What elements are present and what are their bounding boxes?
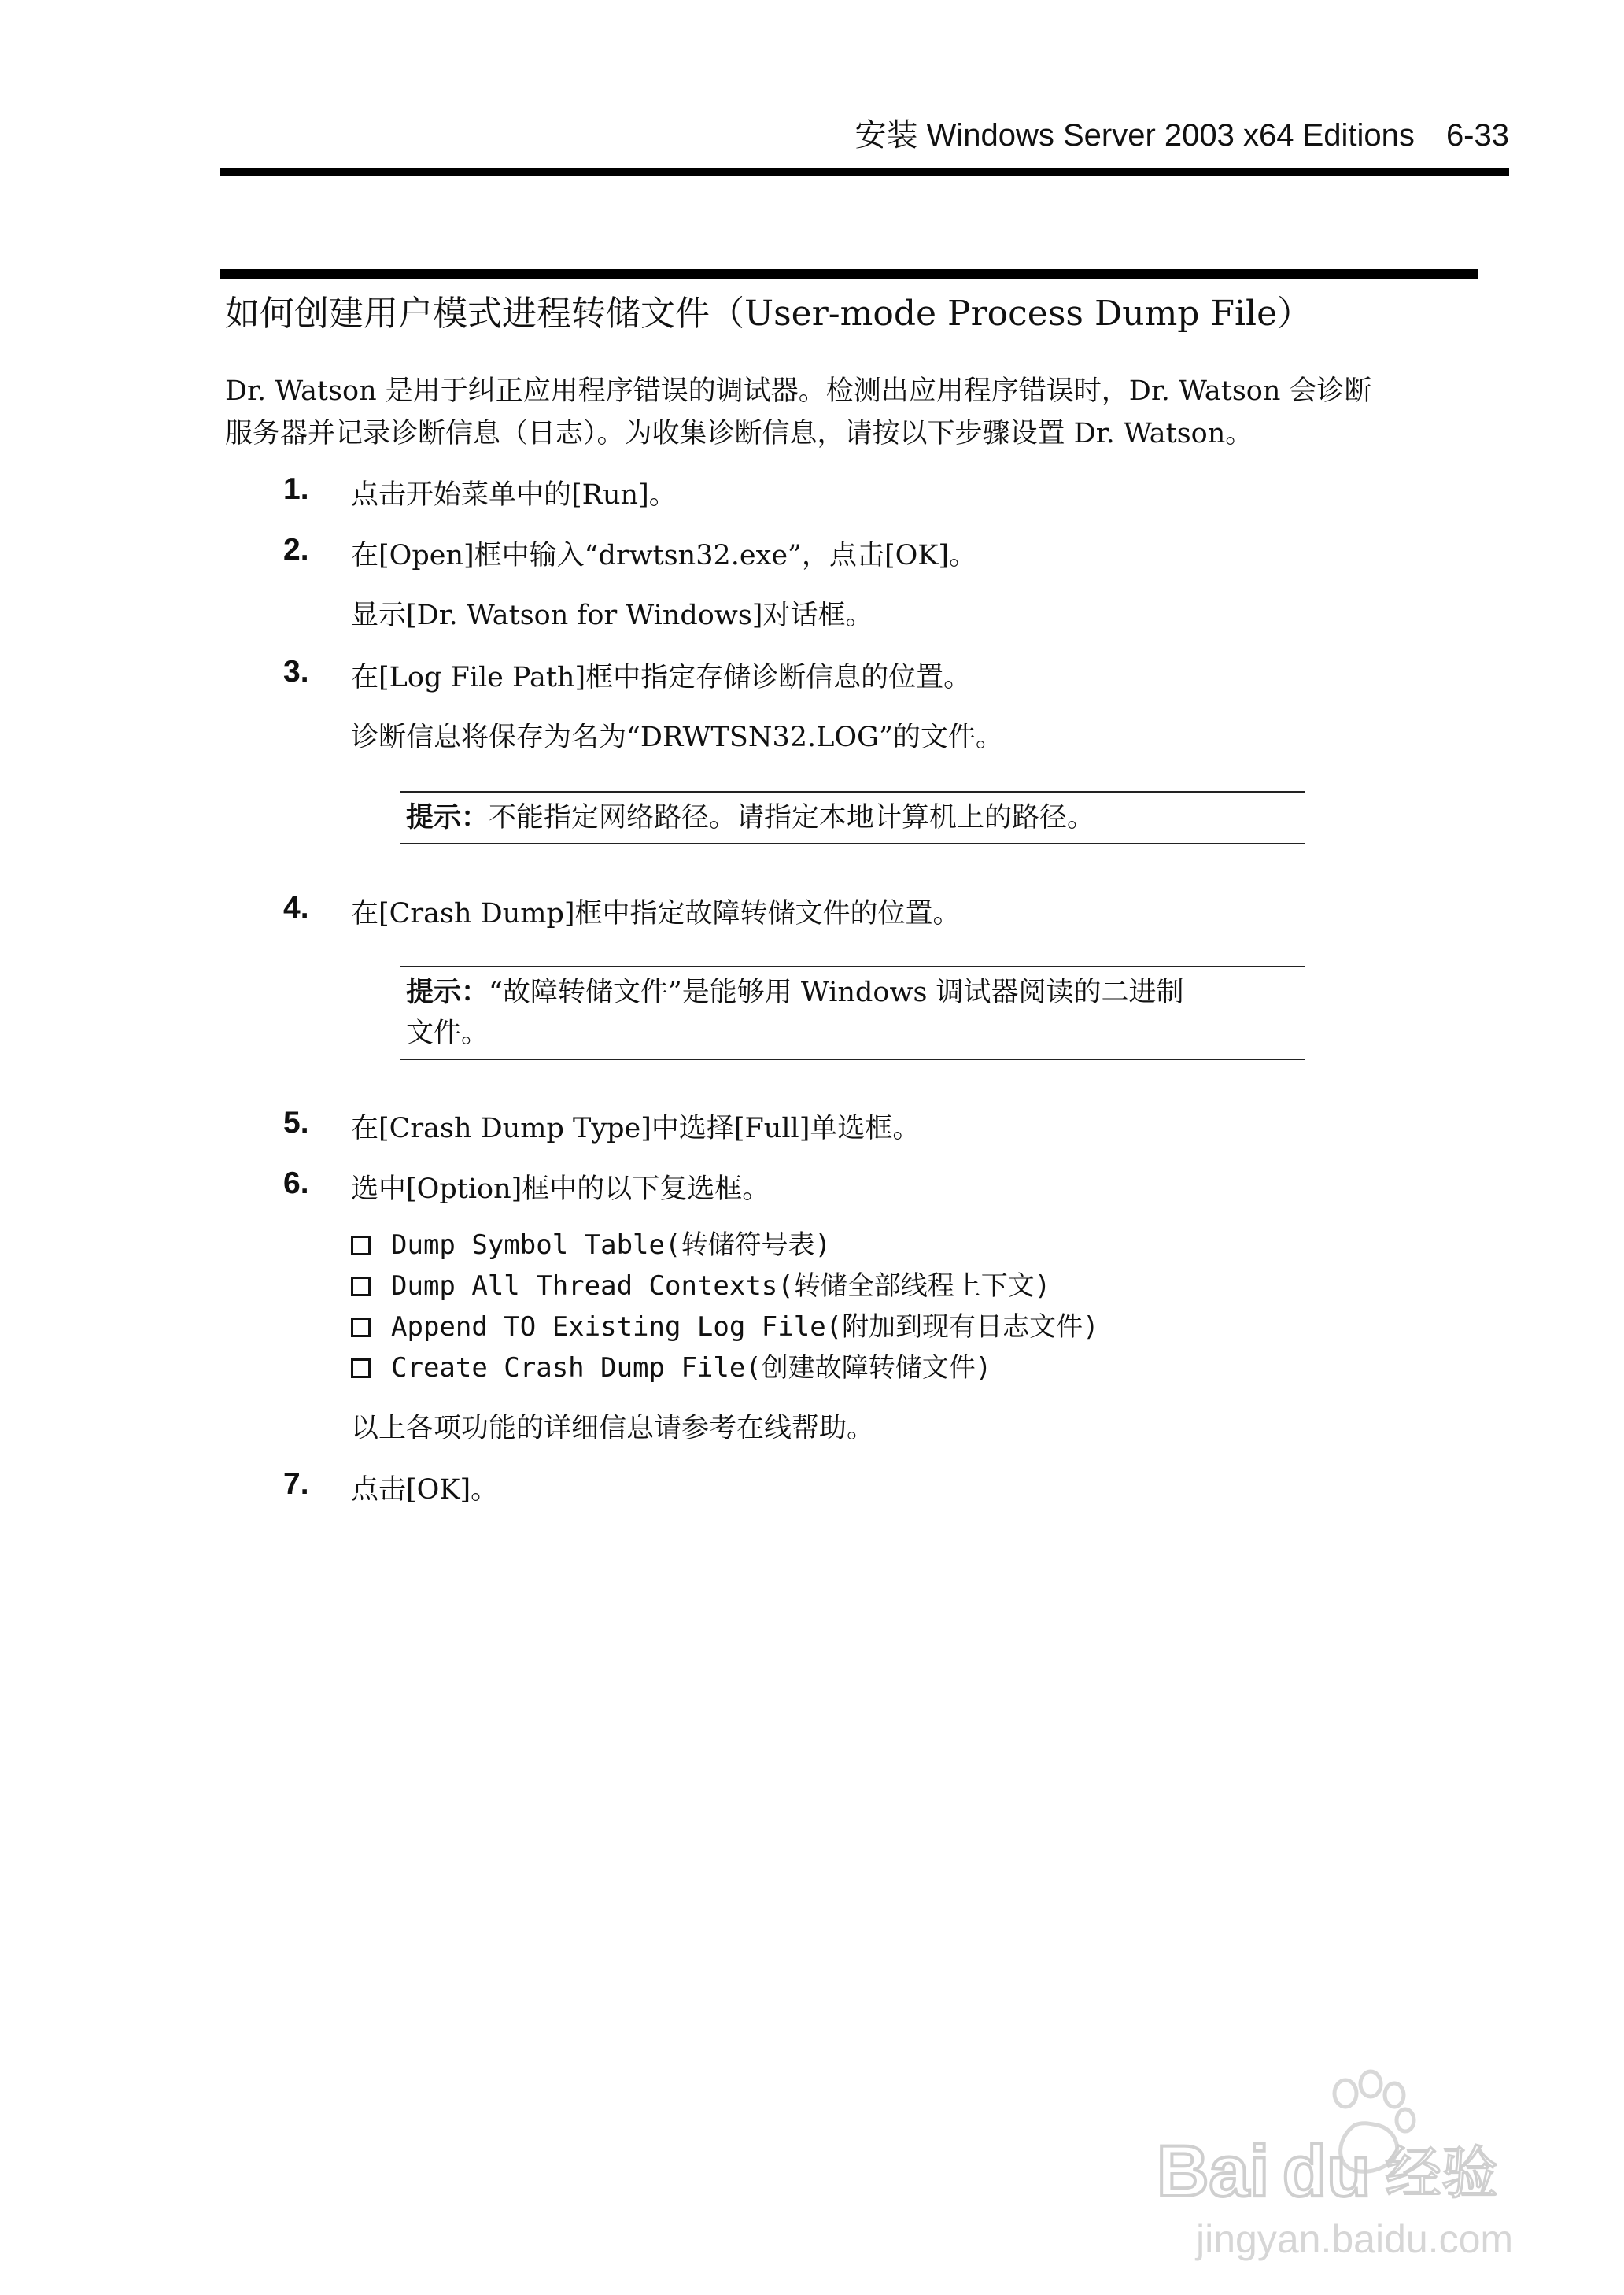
baidu-watermark-logo [1149, 2046, 1542, 2267]
section-rule [220, 269, 1478, 279]
tip-box [400, 966, 1305, 1060]
step-number: 6. [283, 1166, 309, 1200]
step-text: 点击开始菜单中的[Run]。 [351, 479, 677, 511]
step-note: 显示[Dr. Watson for Windows]对话框。 [351, 600, 873, 631]
option-item [351, 1347, 1099, 1388]
svg-text:Bai: Bai [1157, 2131, 1270, 2212]
option-label: Create Crash Dump File(创建故障转储文件) [391, 1352, 992, 1384]
header-rule [220, 168, 1509, 176]
step-note: 诊断信息将保存为名为“DRWTSN32.LOG”的文件。 [351, 722, 1003, 753]
header-title: 安装 Windows Server 2003 x64 Editions [854, 118, 1415, 153]
intro-line: 服务器并记录诊断信息（日志）。为收集诊断信息，请按以下步骤设置 Dr. Watson。 [225, 418, 1253, 449]
tip-label: 提示： [406, 802, 489, 833]
checkbox-icon [351, 1358, 371, 1378]
section-title: 如何创建用户模式进程转储文件（User-mode Process Dump File） [225, 294, 1312, 334]
step-number: 1. [283, 472, 309, 506]
step-text: 在[Crash Dump Type]中选择[Full]单选框。 [351, 1113, 921, 1144]
step-text: 在[Open]框中输入“drwtsn32.exe”，点击[OK]。 [351, 540, 977, 571]
step-number: 7. [283, 1467, 309, 1501]
option-checklist [351, 1225, 1099, 1388]
svg-text:经验: 经验 [1385, 2140, 1499, 2206]
option-label: Dump All Thread Contexts(转储全部线程上下文) [391, 1270, 1051, 1302]
intro-line: Dr. Watson 是用于纠正应用程序错误的调试器。检测出应用程序错误时，Dr. Watson 会诊断 [225, 375, 1372, 407]
svg-text:du: du [1283, 2131, 1371, 2212]
tip-text: 不能指定网络路径。请指定本地计算机上的路径。 [489, 802, 1095, 833]
option-item [351, 1266, 1099, 1306]
option-item [351, 1306, 1099, 1347]
step-text: 选中[Option]框中的以下复选框。 [351, 1173, 770, 1205]
tip-label: 提示： [406, 977, 489, 1008]
option-label: Dump Symbol Table(转储符号表) [391, 1229, 831, 1261]
watermark-url: jingyan.baidu.com [1196, 2217, 1514, 2261]
checkbox-icon [351, 1277, 371, 1296]
tip-text: “故障转储文件”是能够用 Windows 调试器阅读的二进制 [489, 977, 1184, 1008]
step-number: 3. [283, 655, 309, 689]
option-item [351, 1225, 1099, 1266]
step-number: 4. [283, 891, 309, 925]
step-text: 点击[OK]。 [351, 1474, 499, 1506]
step-note: 以上各项功能的详细信息请参考在线帮助。 [351, 1413, 875, 1444]
checkbox-icon [351, 1318, 371, 1337]
tip-box [400, 791, 1305, 844]
step-number: 5. [283, 1106, 309, 1140]
intro-paragraph [225, 370, 1508, 455]
page-number: 6-33 [1445, 118, 1509, 153]
option-label: Append TO Existing Log File(附加到现有日志文件) [391, 1311, 1099, 1343]
step-text: 在[Crash Dump]框中指定故障转储文件的位置。 [351, 898, 961, 929]
step-text: 在[Log File Path]框中指定存储诊断信息的位置。 [351, 662, 972, 693]
tip-text-continued: 文件。 [406, 1018, 489, 1049]
running-header [855, 110, 1510, 155]
step-number: 2. [283, 533, 309, 567]
checkbox-icon [351, 1236, 371, 1255]
